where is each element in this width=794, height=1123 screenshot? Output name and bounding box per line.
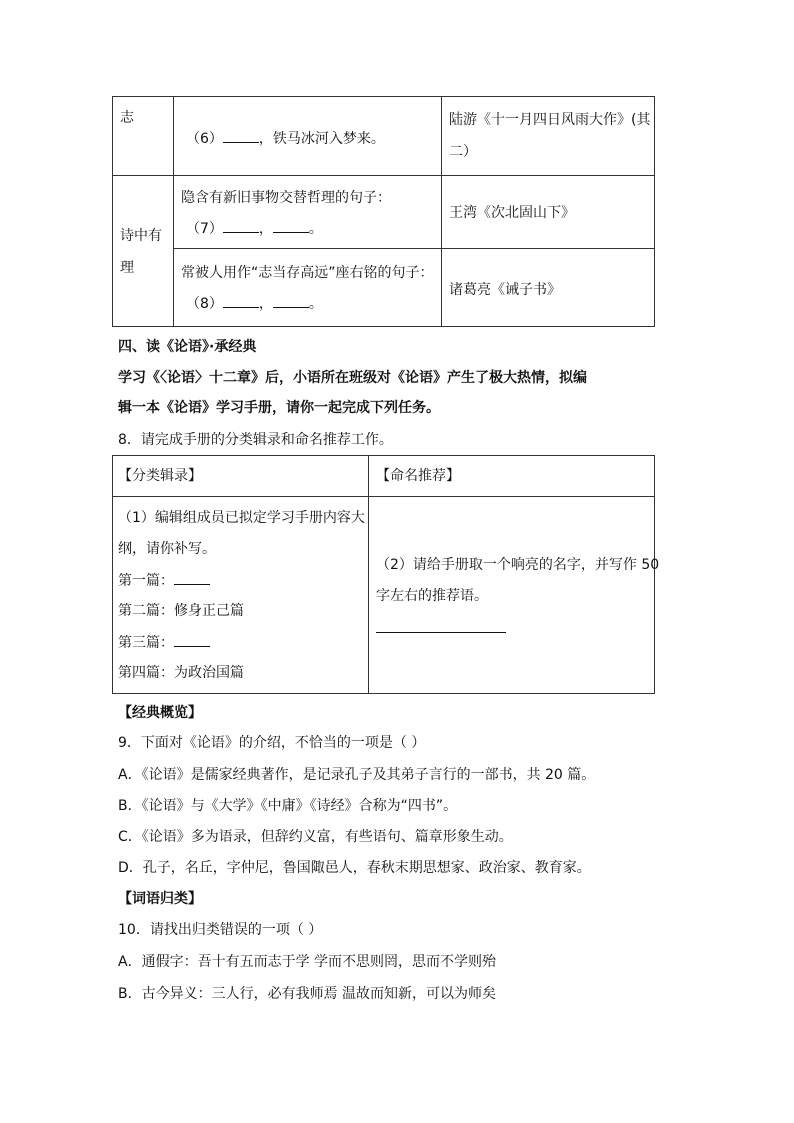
question-number: （7） <box>186 221 223 237</box>
question-number: （6） <box>186 131 223 147</box>
category-label: 诗中有 <box>120 228 162 244</box>
answer-blank[interactable] <box>223 218 259 233</box>
question-8 <box>186 293 323 314</box>
question-8-stem: 8．请完成手册的分类辑录和命名推荐工作。 <box>118 432 393 448</box>
source-citation-cont: 二） <box>449 144 477 160</box>
question-9-option-b[interactable]: B．《论语》与《大学》《中庸》《诗经》合称为“四书”。 <box>118 798 458 814</box>
column-header-naming: 【命名推荐】 <box>376 468 460 484</box>
table-divider <box>173 248 655 249</box>
catalog-instruction-cont: 纲，请你补写。 <box>118 541 216 557</box>
naming-instruction-cont: 字左右的推荐语。 <box>376 588 488 604</box>
chapter-3 <box>118 632 210 653</box>
separator: ， <box>258 221 273 237</box>
question-10-stem: 10．请找出归类错误的一项（ ） <box>118 922 323 938</box>
section-intro: 学习《〈论语〉十二章》后，小语所在班级对《论语》产生了极大热情，拟编 <box>118 370 587 386</box>
question-10-option-a[interactable]: A．通假字：吾十有五而志于学 学而不思则罔，思而不学则殆 <box>118 954 497 970</box>
question-text: ，铁马冰河入梦来。 <box>258 131 385 147</box>
question-9-option-c[interactable]: C．《论语》多为语录，但辞约义富，有些语句、篇章形象生动。 <box>118 829 513 845</box>
chapter-3-blank[interactable] <box>174 632 210 647</box>
period: 。 <box>308 221 323 237</box>
chapter-label: 第一篇： <box>118 573 174 589</box>
table-divider <box>368 455 369 694</box>
table-divider <box>112 175 655 176</box>
answer-blank[interactable] <box>273 293 309 308</box>
section-intro-cont: 辑一本《论语》学习手册，请你一起完成下列任务。 <box>118 400 440 416</box>
separator: ， <box>258 296 273 312</box>
period: 。 <box>308 296 323 312</box>
section-title: 四、读《论语》·承经典 <box>118 339 257 355</box>
category-label-cont: 理 <box>120 260 134 276</box>
recommendation-answer-line[interactable] <box>376 632 506 633</box>
source-citation: 诸葛亮《诫子书》 <box>449 282 561 298</box>
chapter-1-blank[interactable] <box>174 570 210 585</box>
source-citation: 王湾《次北固山下》 <box>449 205 575 221</box>
chapter-label: 第三篇： <box>118 635 174 651</box>
words-heading: 【词语归类】 <box>118 891 202 907</box>
question-prompt: 隐含有新旧事物交替哲理的句子： <box>181 190 391 206</box>
question-7 <box>186 218 323 239</box>
answer-blank[interactable] <box>223 128 259 143</box>
question-6 <box>186 128 385 149</box>
column-header-catalog: 【分类辑录】 <box>118 468 202 484</box>
answer-blank[interactable] <box>273 218 309 233</box>
question-9-stem: 9．下面对《论语》的介绍，不恰当的一项是（ ） <box>118 735 426 751</box>
chapter-1 <box>118 570 210 591</box>
table-divider <box>173 96 174 327</box>
question-number: （8） <box>186 296 223 312</box>
question-prompt: 常被人用作“志当存高远”座右铭的句子： <box>181 265 434 281</box>
question-9-option-a[interactable]: A．《论语》是儒家经典著作，是记录孔子及其弟子言行的一部书，共 20 篇。 <box>118 767 596 783</box>
category-label: 志 <box>120 110 134 126</box>
overview-heading: 【经典概览】 <box>118 705 202 721</box>
question-10-option-b[interactable]: B．古今异义：三人行，必有我师焉 温故而知新，可以为师矣 <box>118 986 497 1002</box>
question-9-option-d[interactable]: D．孔子，名丘，字仲尼，鲁国陬邑人，春秋末期思想家、政治家、教育家。 <box>118 860 591 876</box>
table-divider <box>441 96 442 327</box>
chapter-4: 第四篇：为政治国篇 <box>118 665 244 681</box>
answer-blank[interactable] <box>223 293 259 308</box>
table-divider <box>112 496 655 497</box>
source-citation: 陆游《十一月四日风雨大作》(其 <box>449 112 651 128</box>
chapter-2: 第二篇：修身正己篇 <box>118 603 244 619</box>
naming-instruction: （2）请给手册取一个响亮的名字，并写作 50 <box>376 557 660 573</box>
catalog-instruction: （1）编辑组成员已拟定学习手册内容大 <box>118 510 365 526</box>
